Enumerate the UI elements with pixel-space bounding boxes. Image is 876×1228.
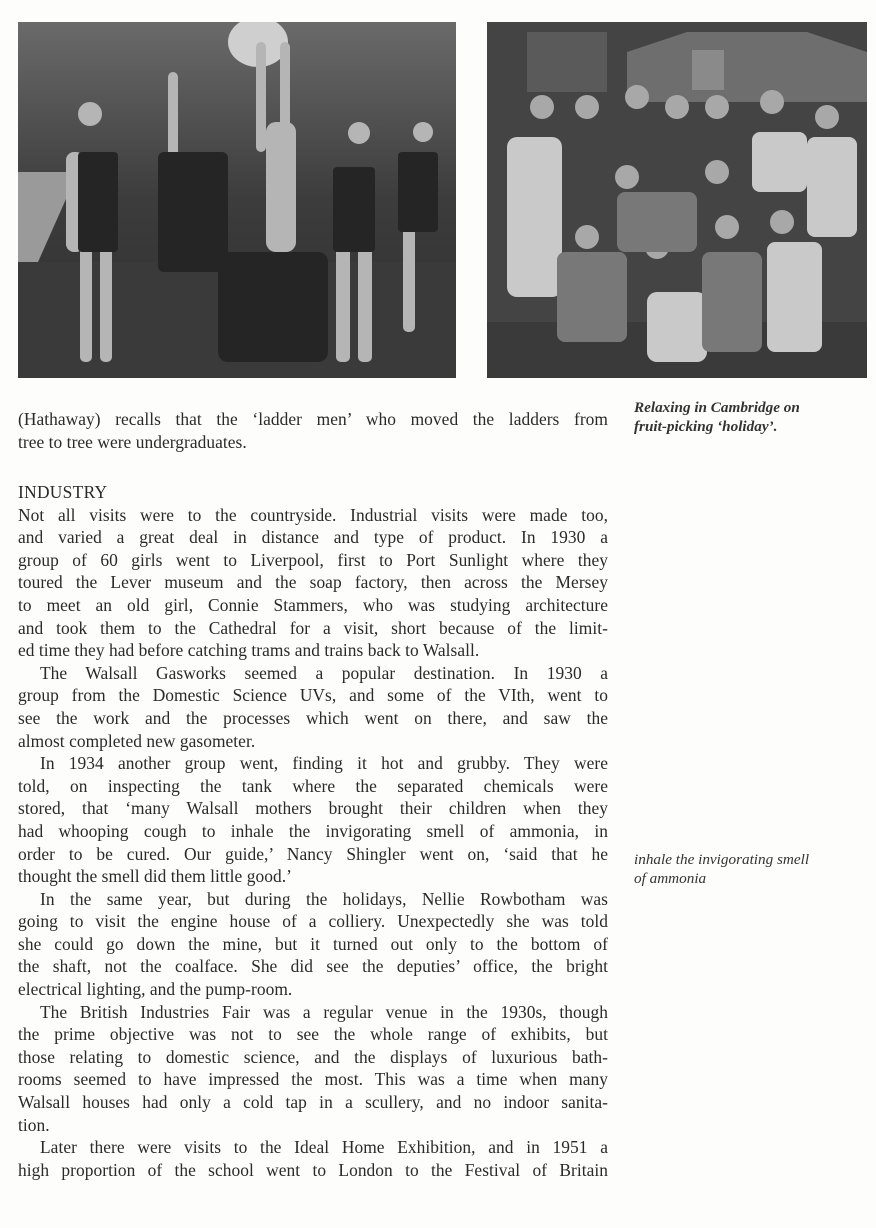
paragraph-4: [18, 888, 608, 1001]
text-line: In 1934 another group went, finding it hot and grubby. They were: [40, 753, 608, 774]
text-line: to meet an old girl, Connie Stammers, who was studying architecture: [18, 594, 608, 615]
intro-paragraph: [18, 408, 608, 453]
text-line: group of 60 girls went to Liverpool, first to Port Sunlight where they: [18, 549, 608, 570]
text-line: Not all visits were to the countryside. Industrial visits were made too,: [18, 504, 608, 525]
pull-quote-line: inhale the invigorating smell: [634, 851, 810, 868]
text-line: In the same year, but during the holidays, Nellie Rowbotham was: [40, 888, 608, 909]
photo-caption-line: fruit-picking ‘holiday’.: [634, 418, 778, 435]
section-heading: INDUSTRY: [18, 482, 108, 502]
paragraph-3: [18, 752, 608, 888]
text-line: she could go down the mine, but it turned out only to the bottom of: [18, 933, 608, 954]
text-line: tree to tree were undergraduates.: [18, 431, 247, 452]
text-line: high proportion of the school went to London to the Festival of Britain: [18, 1159, 608, 1180]
text-line: and took them to the Cathedral for a visit, short because of the limit-: [18, 617, 608, 638]
text-line: going to visit the engine house of a colliery. Unexpectedly she was told: [18, 911, 608, 932]
swimmers-photo: [18, 22, 456, 378]
fruit-pickers-photo-image: [487, 22, 867, 378]
paragraph-5: [18, 1001, 608, 1137]
pull-quote: [634, 850, 864, 888]
text-line: Walsall houses had only a cold tap in a scullery, and no indoor sanita-: [18, 1092, 608, 1113]
text-line: The Walsall Gasworks seemed a popular destination. In 1930 a: [40, 662, 608, 683]
text-line: the prime objective was not to see the whole range of exhibits, but: [18, 1024, 608, 1045]
text-line: had whooping cough to inhale the invigorating smell of ammonia, in: [18, 820, 608, 841]
text-line: order to be cured. Our guide,’ Nancy Shingler went on, ‘said that he: [18, 843, 608, 864]
paragraph-2: [18, 662, 608, 752]
fruit-pickers-photo: [487, 22, 867, 378]
text-line: see the work and the processes which went on there, and saw the: [18, 707, 608, 728]
text-line: ed time they had before catching trams and trains back to Walsall.: [18, 640, 480, 661]
text-line: tion.: [18, 1114, 50, 1135]
text-line: (Hathaway) recalls that the ‘ladder men’ who moved the ladders from: [18, 409, 608, 429]
text-line: group from the Domestic Science UVs, and some of the VIth, went to: [18, 685, 608, 706]
text-line: toured the Lever museum and the soap factory, then across the Mersey: [18, 572, 608, 593]
photo-caption: [634, 398, 864, 436]
text-line: the shaft, not the coalface. She did see the deputies’ office, the bright: [18, 956, 608, 977]
text-line: almost completed new gasometer.: [18, 730, 256, 751]
text-line: those relating to domestic science, and the displays of luxurious bath-: [18, 1046, 608, 1067]
paragraph-6: [18, 1136, 608, 1181]
text-line: Later there were visits to the Ideal Home Exhibition, and in 1951 a: [40, 1137, 608, 1158]
text-line: thought the smell did them little good.’: [18, 866, 292, 887]
photo-caption-line: Relaxing in Cambridge on: [634, 399, 800, 416]
text-line: The British Industries Fair was a regular venue in the 1930s, though: [40, 1001, 608, 1022]
text-line: told, on inspecting the tank where the separated chemicals were: [18, 775, 608, 796]
text-line: electrical lighting, and the pump-room.: [18, 979, 293, 1000]
industry-section: [18, 481, 608, 1181]
paragraph-1: [18, 504, 608, 662]
pull-quote-line: of ammonia: [634, 870, 707, 887]
text-line: and varied a great deal in distance and type of product. In 1930 a: [18, 527, 608, 548]
text-line: stored, that ‘many Walsall mothers brought their children when they: [18, 798, 608, 819]
text-line: rooms seemed to have impressed the most. This was a time when many: [18, 1069, 608, 1090]
swimmers-photo-image: [18, 22, 456, 378]
